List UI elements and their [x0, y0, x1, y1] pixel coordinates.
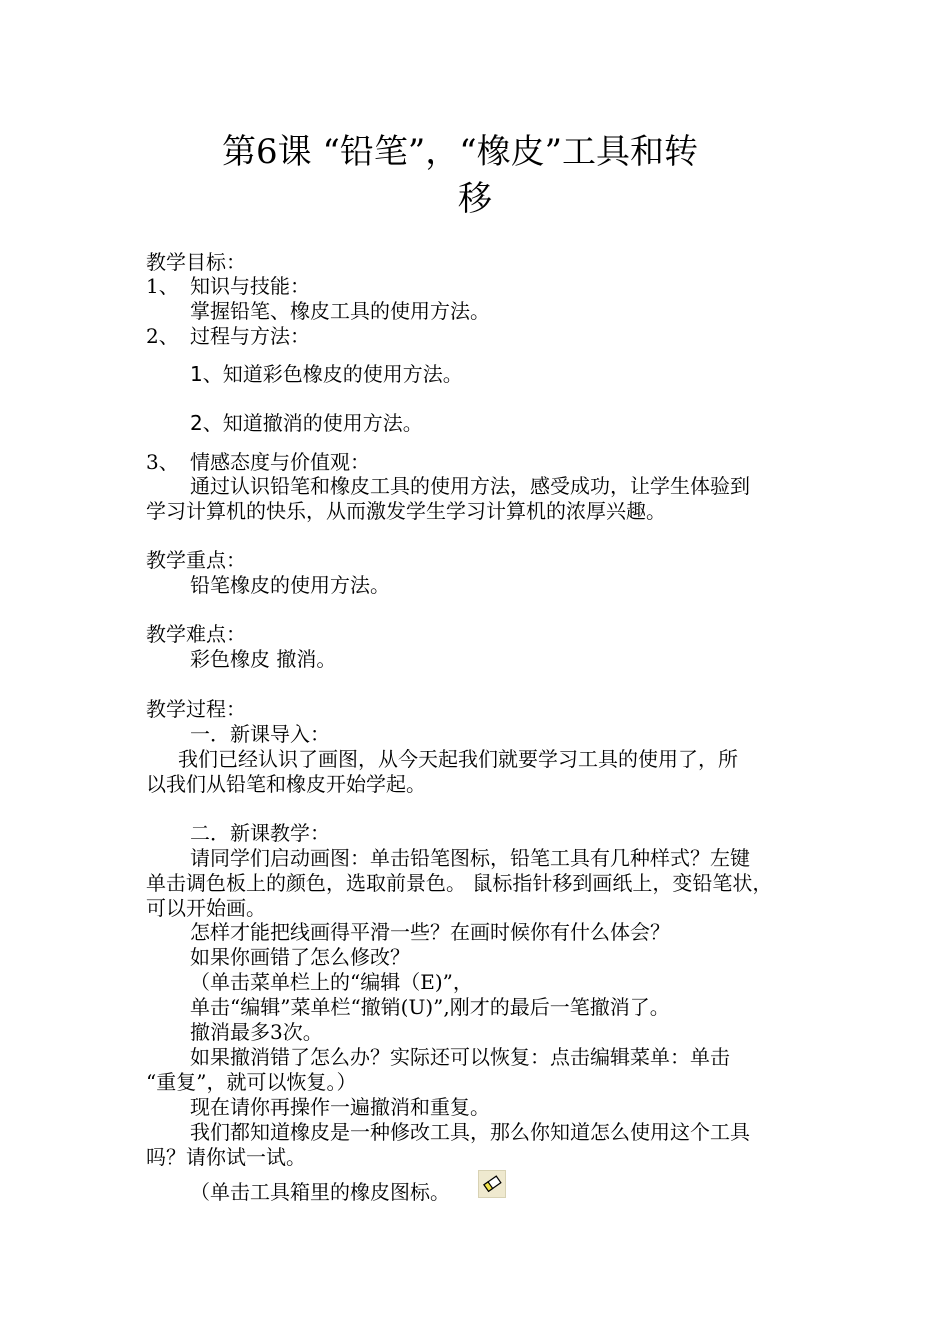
objective-3-text-line-1: 通过认识铅笔和橡皮工具的使用方法，感受成功，让学生体验到 — [190, 474, 750, 498]
objective-3-text-line-2: 学习计算机的快乐，从而激发学生学习计算机的浓厚兴趣。 — [146, 499, 666, 523]
paragraph-5: 单击“编辑”菜单栏“撤销(U)”,刚才的最后一笔撤消了。 — [190, 995, 670, 1019]
paragraph-10: （单击工具箱里的橡皮图标。 — [190, 1180, 450, 1204]
objective-1-number: 1、 — [146, 274, 179, 298]
objective-2-title: 过程与方法： — [190, 324, 310, 348]
objective-2-number: 2、 — [146, 324, 179, 348]
section-2-title: 二．新课教学： — [190, 821, 330, 845]
objectives-heading: 教学目标： — [146, 250, 246, 274]
objective-2-sub-2: 2、知道撤消的使用方法。 — [190, 411, 423, 435]
section-1-title: 一．新课导入： — [190, 722, 330, 746]
paragraph-7-line-1: 如果撤消错了怎么办？实际还可以恢复：点击编辑菜单：单击 — [190, 1045, 730, 1069]
key-points-text: 铅笔橡皮的使用方法。 — [190, 573, 390, 597]
paragraph-1-line-2: 单击调色板上的颜色，选取前景色。 鼠标指针移到画纸上，变铅笔状， — [146, 871, 773, 895]
paragraph-7-line-2: “重复”，就可以恢复。） — [146, 1070, 357, 1094]
paragraph-3: 如果你画错了怎么修改？ — [190, 945, 410, 969]
paragraph-4: （单击菜单栏上的“编辑（E)”， — [190, 970, 473, 994]
page-title-line-1: 第6课 “铅笔”，“橡皮”工具和转 — [222, 132, 698, 172]
difficulties-heading: 教学难点： — [146, 622, 246, 646]
difficulties-text: 彩色橡皮 撤消。 — [190, 647, 337, 671]
eraser-icon — [478, 1170, 506, 1198]
objective-2-sub-1: 1、知道彩色橡皮的使用方法。 — [190, 362, 463, 386]
section-1-line-2: 以我们从铅笔和橡皮开始学起。 — [146, 772, 426, 796]
paragraph-9-line-1: 我们都知道橡皮是一种修改工具，那么你知道怎么使用这个工具 — [190, 1120, 750, 1144]
paragraph-1-line-3: 可以开始画。 — [146, 896, 266, 920]
objective-3-title: 情感态度与价值观： — [190, 450, 370, 474]
page-title-line-2: 移 — [458, 179, 492, 219]
paragraph-9-line-2: 吗？请你试一试。 — [146, 1145, 306, 1169]
paragraph-1-line-1: 请同学们启动画图：单击铅笔图标，铅笔工具有几种样式？左键 — [190, 846, 750, 870]
paragraph-2: 怎样才能把线画得平滑一些？在画时候你有什么体会？ — [190, 920, 670, 944]
objective-1-title: 知识与技能： — [190, 274, 310, 298]
paragraph-8: 现在请你再操作一遍撤消和重复。 — [190, 1095, 490, 1119]
key-points-heading: 教学重点： — [146, 548, 246, 572]
objective-1-text: 掌握铅笔、橡皮工具的使用方法。 — [190, 299, 490, 323]
process-heading: 教学过程： — [146, 697, 246, 721]
objective-3-number: 3、 — [146, 450, 179, 474]
section-1-line-1: 我们已经认识了画图，从今天起我们就要学习工具的使用了，所 — [178, 747, 738, 771]
paragraph-6: 撤消最多3次。 — [190, 1020, 323, 1044]
